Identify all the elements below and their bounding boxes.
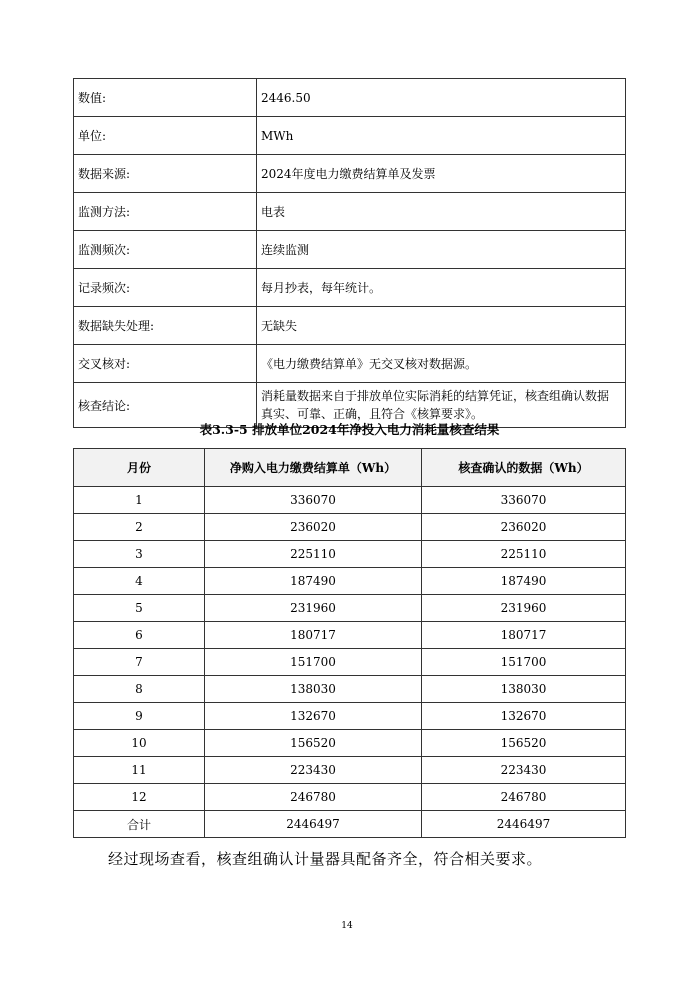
info-row [74, 117, 626, 155]
info-label: 单位: [74, 117, 257, 155]
table-row [74, 784, 626, 811]
month-cell: 8 [74, 676, 205, 703]
info-value: 无缺失 [257, 307, 626, 345]
settlement-cell: 336070 [205, 487, 422, 514]
header-month: 月份 [74, 449, 205, 487]
settlement-cell: 132670 [205, 703, 422, 730]
settlement-cell: 187490 [205, 568, 422, 595]
info-label: 数据来源: [74, 155, 257, 193]
page-number: 14 [341, 921, 353, 931]
table-row [74, 703, 626, 730]
verified-cell: 236020 [422, 514, 626, 541]
table-header-row [74, 449, 626, 487]
table-row [74, 568, 626, 595]
info-row [74, 79, 626, 117]
settlement-cell: 246780 [205, 784, 422, 811]
info-row [74, 345, 626, 383]
info-value: MWh [257, 117, 626, 155]
verified-cell: 246780 [422, 784, 626, 811]
info-label: 记录频次: [74, 269, 257, 307]
settlement-cell: 225110 [205, 541, 422, 568]
info-label: 核查结论: [74, 383, 257, 428]
verified-cell: 132670 [422, 703, 626, 730]
conclusion-text: 经过现场查看，核查组确认计量器具配备齐全，符合相关要求。 [108, 850, 543, 868]
header-settlement: 净购入电力缴费结算单（Wh） [205, 449, 422, 487]
info-label: 监测方法: [74, 193, 257, 231]
settlement-cell: 151700 [205, 649, 422, 676]
verified-cell: 231960 [422, 595, 626, 622]
verified-cell: 151700 [422, 649, 626, 676]
verified-cell: 336070 [422, 487, 626, 514]
month-cell: 10 [74, 730, 205, 757]
info-label: 监测频次: [74, 231, 257, 269]
info-label: 数值: [74, 79, 257, 117]
month-cell: 3 [74, 541, 205, 568]
settlement-cell: 2446497 [205, 811, 422, 838]
table-row [74, 649, 626, 676]
month-cell: 6 [74, 622, 205, 649]
month-cell: 合计 [74, 811, 205, 838]
info-value: 电表 [257, 193, 626, 231]
month-cell: 9 [74, 703, 205, 730]
info-value-text: 消耗量数据来自于排放单位实际消耗的结算凭证，核查组确认数据真实、可靠、正确，且符合《核算要求》。 [261, 389, 610, 421]
month-cell: 12 [74, 784, 205, 811]
verified-cell: 180717 [422, 622, 626, 649]
table-row [74, 622, 626, 649]
table-row [74, 487, 626, 514]
total-row [74, 811, 626, 838]
info-value: 2446.50 [257, 79, 626, 117]
info-value: 每月抄表，每年统计。 [257, 269, 626, 307]
result-table [73, 448, 626, 838]
table-row [74, 676, 626, 703]
month-cell: 11 [74, 757, 205, 784]
verified-cell: 225110 [422, 541, 626, 568]
info-value: 2024年度电力缴费结算单及发票 [257, 155, 626, 193]
info-row [74, 307, 626, 345]
month-cell: 5 [74, 595, 205, 622]
info-table [73, 78, 626, 428]
info-row [74, 155, 626, 193]
verified-cell: 187490 [422, 568, 626, 595]
verified-cell: 223430 [422, 757, 626, 784]
header-verified: 核查确认的数据（Wh） [422, 449, 626, 487]
verified-cell: 138030 [422, 676, 626, 703]
info-label: 交叉核对: [74, 345, 257, 383]
table-row [74, 514, 626, 541]
info-value: 连续监测 [257, 231, 626, 269]
verified-cell: 2446497 [422, 811, 626, 838]
table-row [74, 757, 626, 784]
verified-cell: 156520 [422, 730, 626, 757]
info-row [74, 231, 626, 269]
info-value: 《电力缴费结算单》无交叉核对数据源。 [257, 345, 626, 383]
info-label: 数据缺失处理: [74, 307, 257, 345]
table-caption: 表3.3-5 排放单位2024年净投入电力消耗量核查结果 [199, 422, 500, 437]
settlement-cell: 223430 [205, 757, 422, 784]
info-row [74, 269, 626, 307]
settlement-cell: 138030 [205, 676, 422, 703]
table-row [74, 730, 626, 757]
month-cell: 1 [74, 487, 205, 514]
settlement-cell: 156520 [205, 730, 422, 757]
month-cell: 2 [74, 514, 205, 541]
month-cell: 7 [74, 649, 205, 676]
table-row [74, 595, 626, 622]
table-row [74, 541, 626, 568]
info-row [74, 193, 626, 231]
month-cell: 4 [74, 568, 205, 595]
settlement-cell: 236020 [205, 514, 422, 541]
settlement-cell: 180717 [205, 622, 422, 649]
settlement-cell: 231960 [205, 595, 422, 622]
